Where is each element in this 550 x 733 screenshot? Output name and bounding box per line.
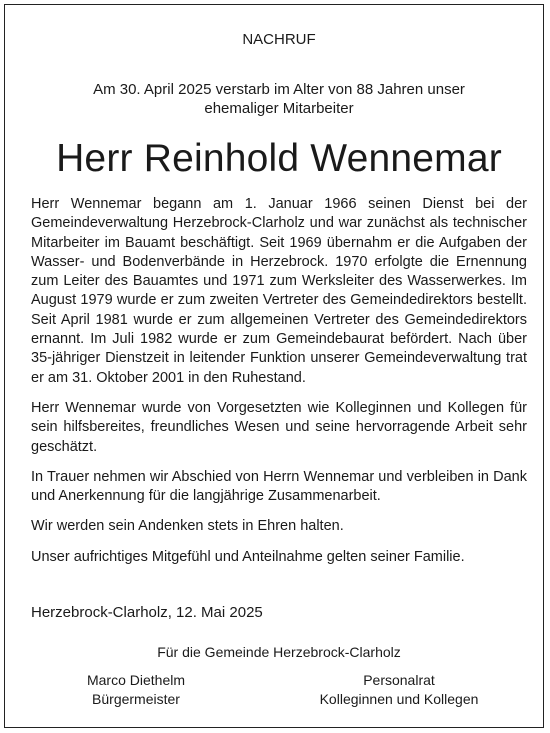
body-paragraph-farewell: In Trauer nehmen wir Abschied von Herrn Wennemar und verbleiben in Dank und Anerkennung für die langjährige Zusammenarbeit. (31, 468, 527, 505)
place-date: Herzebrock-Clarholz, 12. Mai 2025 (31, 604, 263, 621)
body-paragraph-condolence: Unser aufrichtiges Mitgefühl und Anteilnahme gelten seiner Familie. (31, 548, 465, 565)
signatory-name: Personalrat (363, 672, 435, 688)
signature-mayor (21, 671, 251, 709)
signature-staff-council (279, 671, 519, 709)
body-paragraph-appreciation: Herr Wennemar wurde von Vorgesetzten wie Kolleginnen und Kollegen für sein hilfsbereites, freundliches Wesen und seine hervorragende Arbeit sehr geschätzt. (31, 399, 527, 455)
obituary-heading: NACHRUF (242, 31, 316, 48)
signatory-role: Bürgermeister (92, 691, 180, 707)
signatory-name: Marco Diethelm (86, 672, 186, 688)
obituary-intro: Am 30. April 2025 verstarb im Alter von 88 Jahren unser ehemaliger Mitarbeiter (93, 81, 465, 117)
organisation-line: Für die Gemeinde Herzebrock-Clarholz (157, 644, 401, 660)
body-paragraph-career: Herr Wennemar begann am 1. Januar 1966 seinen Dienst bei der Gemeindeverwaltung Herzebrock-Clarholz und war zunächst als technischer Mitarbeiter im Bauamt beschäftigt. Seit 1969 übernahm er die Aufgaben der Wasser- und Bodenverbände in Herzebrock. 1970 erfolgte die Ernennung zum Leiter des Bauamtes und 1971 zum Werksleiter des Wasserwerkes. Im August 1979 wurde er zum zweiten Vertreter des Gemeindedirektors bestellt. Seit April 1981 wurde er zum allgemeinen Vertreter des Gemeindedirektors ernannt. Im Juli 1982 wurde er zum Gemeindebaurat befördert. Nach über 35-jähriger Dienstzeit in leitender Funktion unserer Gemeindeverwaltung trat er am 31. Oktober 2001 in den Ruhestand. (31, 196, 527, 386)
deceased-name: Herr Reinhold Wennemar (56, 137, 502, 180)
obituary-body (31, 195, 527, 578)
signatory-role: Kolleginnen und Kollegen (319, 691, 479, 707)
obituary-frame (4, 4, 544, 728)
body-paragraph-remembrance: Wir werden sein Andenken stets in Ehren halten. (31, 518, 344, 535)
